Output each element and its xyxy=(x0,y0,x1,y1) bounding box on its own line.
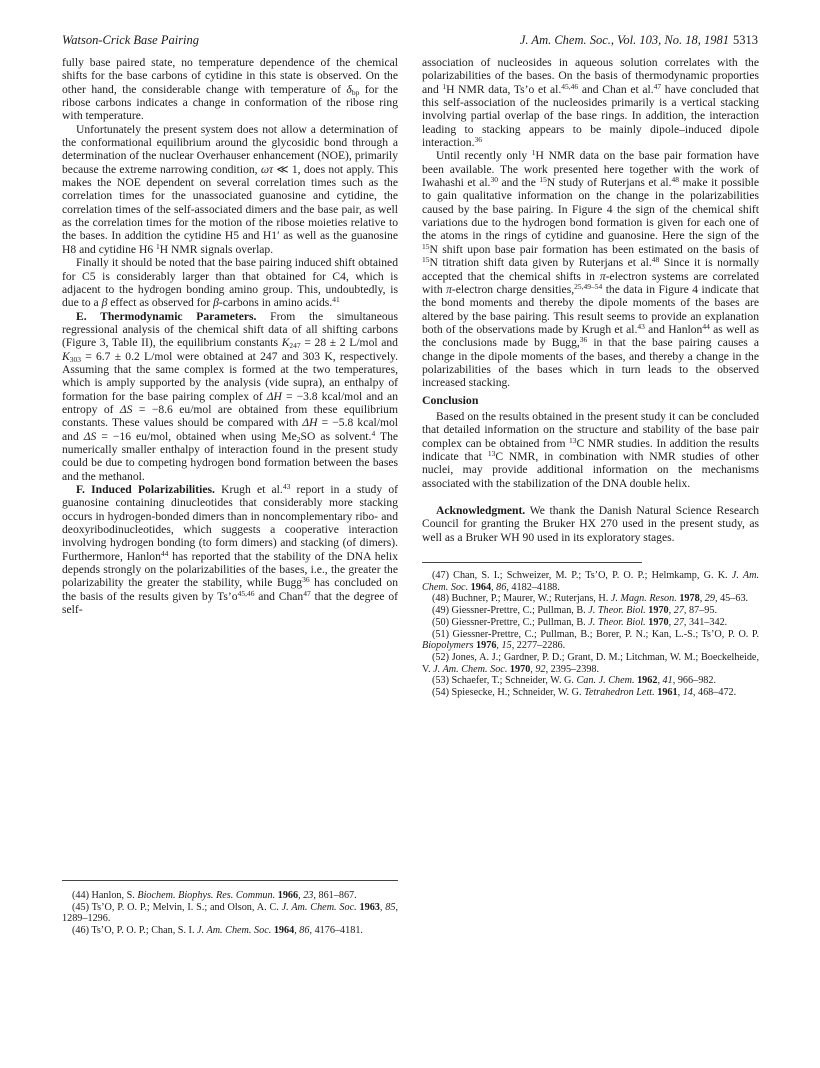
running-head xyxy=(62,33,758,49)
references-left xyxy=(62,880,398,937)
section-f-title: F. Induced Polarizabilities. xyxy=(76,483,215,496)
reference-item: (48) Buchner, P.; Maurer, W.; Ruterjans, H. J. Magn. Reson. 1978, 29, 45–63. xyxy=(432,593,749,605)
conclusion-paragraph: Based on the results obtained in the present study it can be concluded that detailed information on the structure and stability of the base pair complex can be obtained from $^{13}$C NMR studies. In addition the results indicate that $^{13}$C NMR, in combination with NMR studies of other nuclei, may provide additional information on the mechanisms associated with the stabilization of the DNA double helix. xyxy=(422,409,760,490)
paragraph: Finally it should be noted that the base pairing induced shift obtained for C5 is considerably larger than that obtained for C4, which is adjacent to the hydrogen bonding amino group. This, undoubtedly, is due to a β effect as observed for β-carbons in amino acids.$^{41}$ xyxy=(62,256,398,310)
reference-item: (54) Spiesecke, H.; Schneider, W. G. Tetrahedron Lett. 1961, 14, 468–472. xyxy=(432,687,737,699)
section-f-paragraph: F. Induced Polarizabilities. Krugh et al.$^{43}$ report in a study of guanosine containing dinucleotides that considerably more stacking occurs in hydrogen-bonded dimers than in noncomplementary ribo- and deoxyribodinucleotides, which suggests a cooperative interaction involving hydrogen bonding (to form dimers) and stacking (of dimers). Furthermore, Hanlon$^{44}$ has reported that the stability of the DNA helix depends strongly on the polarizabilities of the bases, i.e., the greater the polarizability the greater the stability, while Bugg$^{36}$ has concluded on the basis of the results given by $Ts’o^{45,46}$ and Chan$^{47}$ that the degree of self- xyxy=(62,482,399,617)
acknowledgment-paragraph: Acknowledgment. We thank the Danish Natural Science Research Council for granting the Bruker HX 270 used in the present study, as well as a Bruker WH 90 used in its exploratory stages. xyxy=(422,504,759,544)
section-e-title: E. Thermodynamic Parameters. xyxy=(76,309,257,323)
footnote-rule xyxy=(422,562,642,563)
running-head-title: Watson-Crick Base Pairing xyxy=(62,33,200,47)
reference-item: (49) Giessner-Prettre, C.; Pullman, B. J. Theor. Biol. 1970, 27, 87–95. xyxy=(432,605,718,617)
acknowledgment-heading: Acknowledgment. xyxy=(436,504,526,517)
conclusion-heading: Conclusion xyxy=(422,392,479,407)
left-column xyxy=(62,56,398,616)
section-e-paragraph: E. Thermodynamic Parameters. From the simultaneous regressional analysis of the chemical shift data of all shifting carbons (Figure 3, Table II), the equilibrium constants $K_{247} = 28 \pm 2$ L/mol and $K_{303} = 6.7 \pm 0.2$ L/mol were obtained at 247 and 303 K, respectively. Assuming that the same complex is formed at the two temperatures, which is amply supported by the analysis (vide supra), an enthalpy of formation for the base pairing complex of ΔH = −3.8 kcal/mol and an entropy of ΔS = −8.6 eu/mol are obtained from these equilibrium constants. These values should be compared with ΔH = −5.8 kcal/mol and ΔS = −16 eu/mol, obtained when using $Me_2SO$ as solvent.$^4$ The numerically smaller enthalpy of interaction found in the present study could be due to competing hydrogen bond formation between the bases and the methanol. xyxy=(62,309,399,483)
footnote-rule xyxy=(62,880,398,881)
paragraph: Until recently only $^1$H NMR data on the base pair formation have been available. The work presented here together with the work of Iwahashi et al.$^{30}$ and the $^{15}$N study of Ruterjans et al.$^{48}$ make it possible to gain qualitative information on the change in the polarizabilities caused by the base pairing. In Figure 4 the sign of the chemical shift variations due to the hydrogen bond formation is given for each one of the atoms in the rings of cytidine and guanosine. Here the sign of the $^{15}$N shift upon base pair formation has been estimated on the basis of $^{15}$N titration shift data given by Ruterjans et al.$^{48}$ Since it is normally accepted that the chemical shifts in π-electron systems are correlated with π-electron charge densities,$^{25,49-54}$ the data in Figure 4 indicate that the bond moments and thereby the dipole moments of the bases are altered by the base pairing. This result seems to provide an explanation both of the observations made by Krugh et al.$^{43}$ and Hanlon$^{44}$ as well as the conclusions made by Bugg,$^{36}$ in that the base pairing causes a change in the dipole moments of the bases, and thereby a change in the polarizabilities of the bases which in turn leads to the observed increased stacking. xyxy=(422,148,760,390)
page-number: 5313 xyxy=(733,33,758,47)
reference-item: (53) Schaefer, T.; Schneider, W. G. Can. J. Chem. 1962, 41, 966–982. xyxy=(432,675,717,687)
right-column xyxy=(422,56,759,699)
reference-item: (47) Chan, S. I.; Schweizer, M. P.; Ts’O, P. O. P.; Helmkamp, G. K. J. Am. Chem. Soc. 1964, 86, 4182–4188. xyxy=(422,570,759,593)
running-head-citation xyxy=(520,33,758,48)
paragraph: Unfortunately the present system does not allow a determination of the conformational equilibrium around the glycosidic bond through a determination of the nuclear Overhauser enhancement (NOE), primarily because the extreme narrowing condition, ωτ ≪ 1, does not apply. This makes the NOE dependent on several correlation times such as the correlation times for the unassociated guanosine and cytidine, the correlation times of the self-associated dimers and the base pair, as well as the correlation times for the motion of the ribose moieties relative to the bases. In addition the cytidine H5 and H1′ as well as the guanosine H8 and cytidine H6 $^1$H NMR signals overlap. xyxy=(62,122,398,256)
reference-item: (50) Giessner-Prettre, C.; Pullman, B. J. Theor. Biol. 1970, 27, 341–342. xyxy=(432,616,728,628)
paragraph: association of nucleosides in aqueous solution correlates with the polarizabilities of the bases. On the basis of thermodynamic proporties and $^1$H NMR data, Ts’o et al.$^{45,46}$ and Chan et al.$^{47}$ have concluded that this self-association of the nucleosides primarily is a vertical stacking involving partial overlap of the base rings. In addition, the interaction leading to stacking appears to be mainly dipole–induced dipole interaction.$^{36}$ xyxy=(422,56,760,150)
reference-item: (51) Giessner-Prettre, C.; Pullman, B.; Borer, P. N.; Kan, L.-S.; Ts’O, P. O. P. Biopolymers 1976, 15, 2277–2286. xyxy=(422,628,759,652)
journal-citation: J. Am. Chem. Soc., Vol. 103, No. 18, 1981 xyxy=(519,33,729,47)
reference-item: (46) Ts’O, P. O. P.; Chan, S. I. J. Am. Chem. Soc. 1964, 86, 4176–4181. xyxy=(72,925,363,937)
references-right xyxy=(422,570,759,699)
paragraph: fully base paired state, no temperature dependence of the chemical shifts for the base carbons of cytidine in this state is observed. On the other hand, the considerable change with temperature of $\delta_{bp}$ for the ribose carbons indicates a change in conformation of the ribose ring with temperature. xyxy=(62,56,398,123)
reference-item: (52) Jones, A. J.; Gardner, P. D.; Grant, D. M.; Litchman, W. M.; Boeckelheide, V. J. Am. Chem. Soc. 1970, 92, 2395–2398. xyxy=(422,651,759,675)
reference-item: (45) Ts’O, P. O. P.; Melvin, I. S.; and Olson, A. C. J. Am. Chem. Soc. 1963, 85, 1289–1296. xyxy=(62,901,398,925)
reference-item: (44) Hanlon, S. Biochem. Biophys. Res. Commun. 1966, 23, 861–867. xyxy=(72,890,357,901)
